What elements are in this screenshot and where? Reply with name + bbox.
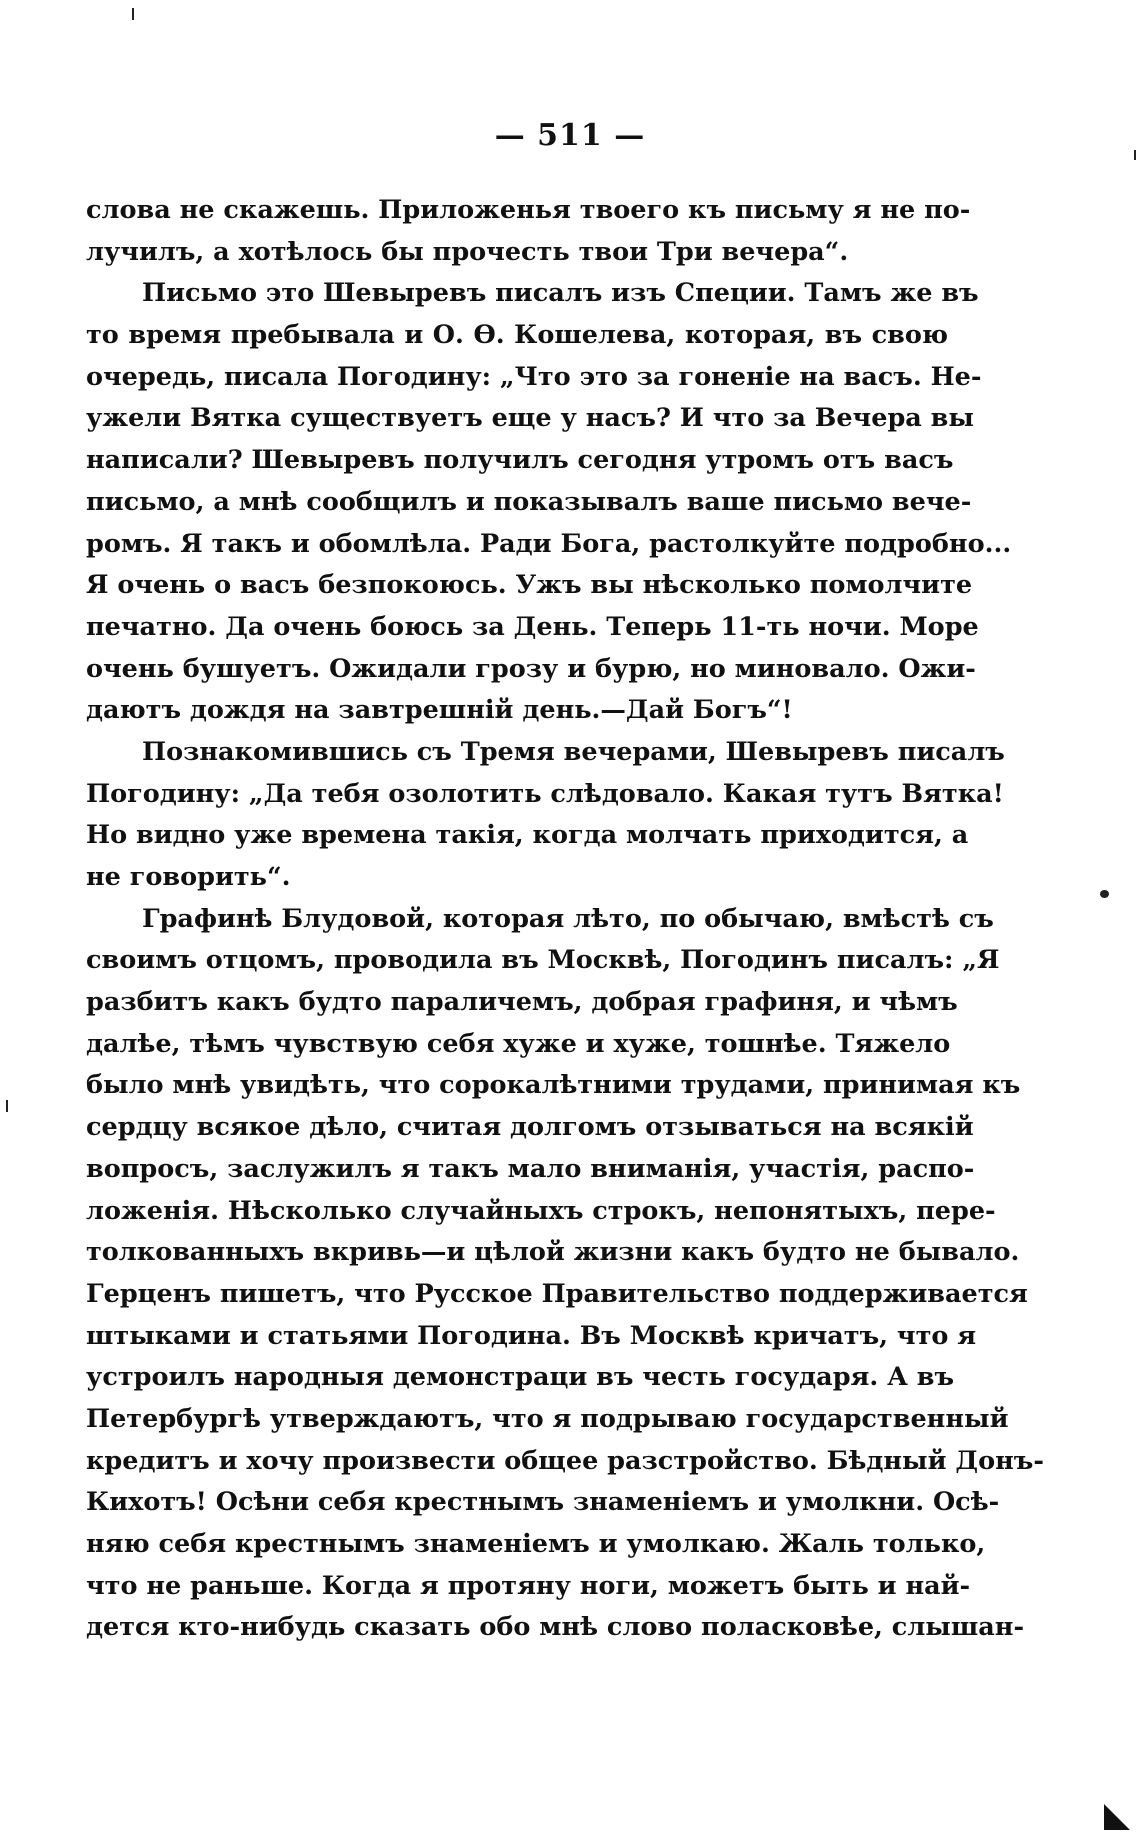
text-line: ложенія. Нѣсколько случайныхъ строкъ, непонятыхъ, пере- xyxy=(86,1195,996,1226)
text-line: Но видно уже времена такія, когда молчать приходится, а xyxy=(86,820,969,851)
text-line: устроилъ народныя демонстраци въ честь государя. А въ xyxy=(86,1362,955,1393)
scan-speck xyxy=(6,1100,8,1112)
text-line: дется кто-нибудь сказать обо мнѣ слово поласковѣе, слышан- xyxy=(86,1612,1025,1643)
text-line: было мнѣ увидѣть, что сорокалѣтними трудами, принимая къ xyxy=(86,1070,1021,1101)
text-line: написали? Шевыревъ получилъ сегодня утромъ отъ васъ xyxy=(86,445,954,476)
body-text xyxy=(86,190,1044,1649)
text-line: письмо, а мнѣ сообщилъ и показывалъ ваше письмо вече- xyxy=(86,486,972,517)
text-line: Графинѣ Блудовой, которая лѣто, по обычаю, вмѣстѣ съ xyxy=(142,903,994,934)
text-line: Петербургѣ утверждаютъ, что я подрываю государственный xyxy=(86,1403,1009,1434)
text-line: даютъ дождя на завтрешній день.—Дай Богъ“! xyxy=(86,695,793,726)
scan-speck xyxy=(132,8,134,20)
text-line: сердцу всякое дѣло, считая долгомъ отзываться на всякій xyxy=(86,1112,974,1143)
text-line: то время пребывала и О. Ѳ. Кошелева, которая, въ свою xyxy=(86,320,948,351)
text-line: няю себя крестнымъ знаменіемъ и умолкаю. Жаль только, xyxy=(86,1529,986,1559)
scan-speck xyxy=(1100,890,1109,898)
text-line: штыками и статьями Погодина. Въ Москвѣ кричатъ, что я xyxy=(86,1320,977,1351)
text-line: толкованныхъ вкривь—и цѣлой жизни какъ будто не бывало. xyxy=(86,1237,1020,1268)
text-line: очень бушуетъ. Ожидали грозу и бурю, но миновало. Ожи- xyxy=(86,653,976,684)
text-line: разбитъ какъ будто параличемъ, добрая графиня, и чѣмъ xyxy=(86,987,958,1018)
page-corner-mark xyxy=(1104,1804,1130,1830)
text-line: слова не скажешь. Приложенья твоего къ письму я не по- xyxy=(86,195,971,225)
text-line: вопросъ, заслужилъ я такъ мало вниманія, участія, распо- xyxy=(86,1153,975,1184)
scan-speck xyxy=(1134,150,1136,160)
text-line: не говорить“. xyxy=(86,862,291,892)
text-line: Погодину: „Да тебя озолотить слѣдовало. Какая тутъ Вятка! xyxy=(86,778,1004,809)
text-line: Герценъ пишетъ, что Русское Правительство поддерживается xyxy=(86,1278,1028,1309)
text-line: ромъ. Я такъ и обомлѣла. Ради Бога, растолкуйте подробно... xyxy=(86,528,1012,559)
page-number: — 511 — xyxy=(494,118,646,153)
text-line: далѣе, тѣмъ чувствую себя хуже и хуже, тошнѣе. Тяжело xyxy=(86,1028,951,1059)
text-line: что не раньше. Когда я протяну ноги, можетъ быть и най- xyxy=(86,1570,971,1601)
text-line: ужели Вятка существуетъ еще у насъ? И что за Вечера вы xyxy=(86,403,974,434)
text-line: лучилъ, а хотѣлось бы прочесть твои Три вечера“. xyxy=(86,236,849,267)
text-line: Я очень о васъ безпокоюсь. Ужъ вы нѣсколько помолчите xyxy=(86,570,973,601)
text-line: Письмо это Шевыревъ писалъ изъ Специи. Тамъ же въ xyxy=(142,278,979,309)
text-line: Кихотъ! Осѣни себя крестнымъ знаменіемъ и умолкни. Осѣ- xyxy=(86,1487,1000,1518)
text-line: очередь, писала Погодину: „Что это за гоненіе на васъ. Не- xyxy=(86,361,982,392)
text-line: кредитъ и хочу произвести общее разстройство. Бѣдный Донъ- xyxy=(86,1445,1044,1476)
text-line: Познакомившись съ Тремя вечерами, Шевыревъ писалъ xyxy=(142,736,1005,767)
text-line: своимъ отцомъ, проводила въ Москвѣ, Погодинъ писалъ: „Я xyxy=(86,945,1000,976)
text-line: печатно. Да очень боюсь за День. Теперь 11-ть ночи. Море xyxy=(86,611,979,642)
